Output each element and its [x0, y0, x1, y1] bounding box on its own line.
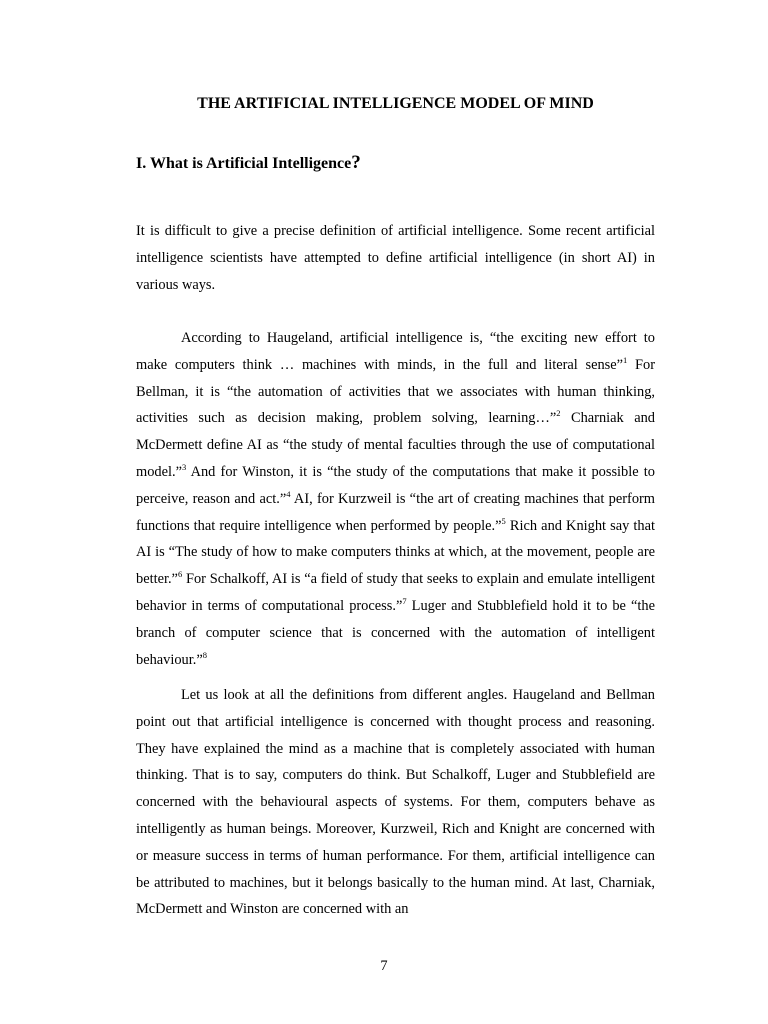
paragraph-analysis: Let us look at all the definitions from different angles. Haugeland and Bellman point out that artificial intelligence is concerned with thought process and reasoning. They have explained the mind as a machine that is completely associated with human thinking. That is to say, computers do think. But Schalkoff, Luger and Stubblefield are concerned with the behavioural aspects of systems. For them, computers behave as intelligently as human beings. Moreover, Kurzweil, Rich and Knight are concerned with or measure success in terms of human performance. For them, artificial intelligence can be attributed to machines, but it belongs basically to the human mind. At last, Charniak, McDermett and Winston are concerned with an	[136, 687, 655, 918]
footnote-ref-6: 6	[177, 569, 183, 580]
definition-schalkoff: For Schalkoff, AI is “a field of study that seeks to explain and emulate intelligent behavior in terms of computational process.”	[136, 571, 655, 614]
definition-bellman: For Bellman, it is “the automation of activities that we associates with human thinking, activities such as decision making, problem solving, learning…”	[136, 356, 655, 427]
section-heading-text: I. What is Artificial Intelligence	[136, 155, 352, 172]
section-heading	[136, 153, 655, 174]
footnote-ref-5: 5	[501, 515, 506, 526]
definition-kurzweil: AI, for Kurzweil is “the art of creating machines that perform functions that require intelligence when performed by people.”	[136, 490, 656, 534]
footnote-ref-2: 2	[556, 408, 561, 419]
footnote-ref-3: 3	[181, 461, 187, 472]
document-title: THE ARTIFICIAL INTELLIGENCE MODEL OF MIND	[197, 95, 594, 112]
footnote-ref-8: 8	[202, 649, 207, 660]
paragraph-definitions	[136, 325, 655, 673]
definition-luger-stubblefield: Luger and Stubblefield hold it to be “the branch of computer science that is concerned with the automation of intelligent behaviour.”	[136, 597, 655, 668]
footnote-ref-7: 7	[402, 595, 407, 606]
paragraph-intro: It is difficult to give a precise definition of artificial intelligence. Some recent artificial intelligence scientists have attempted to define artificial intelligence (in short AI) in various ways.	[136, 223, 655, 293]
definition-rich-knight: Rich and Knight say that AI is “The study of how to make computers thinks at which, at the movement, people are better.”	[136, 517, 655, 588]
page-number: 7	[380, 958, 388, 974]
footnote-ref-1: 1	[623, 354, 628, 365]
section-heading-mark: ?	[351, 152, 361, 173]
footnote-ref-4: 4	[286, 488, 291, 499]
definition-winston: And for Winston, it is “the study of the computations that make it possible to perceive, reason and act.”	[136, 463, 655, 507]
definition-haugeland: According to Haugeland, artificial intelligence is, “the exciting new effort to make computers think … machines with minds, in the full and literal sense”	[136, 330, 655, 373]
definition-charniak: Charniak and McDermett define AI as “the study of mental faculties through the use of computational model.”	[136, 410, 656, 480]
